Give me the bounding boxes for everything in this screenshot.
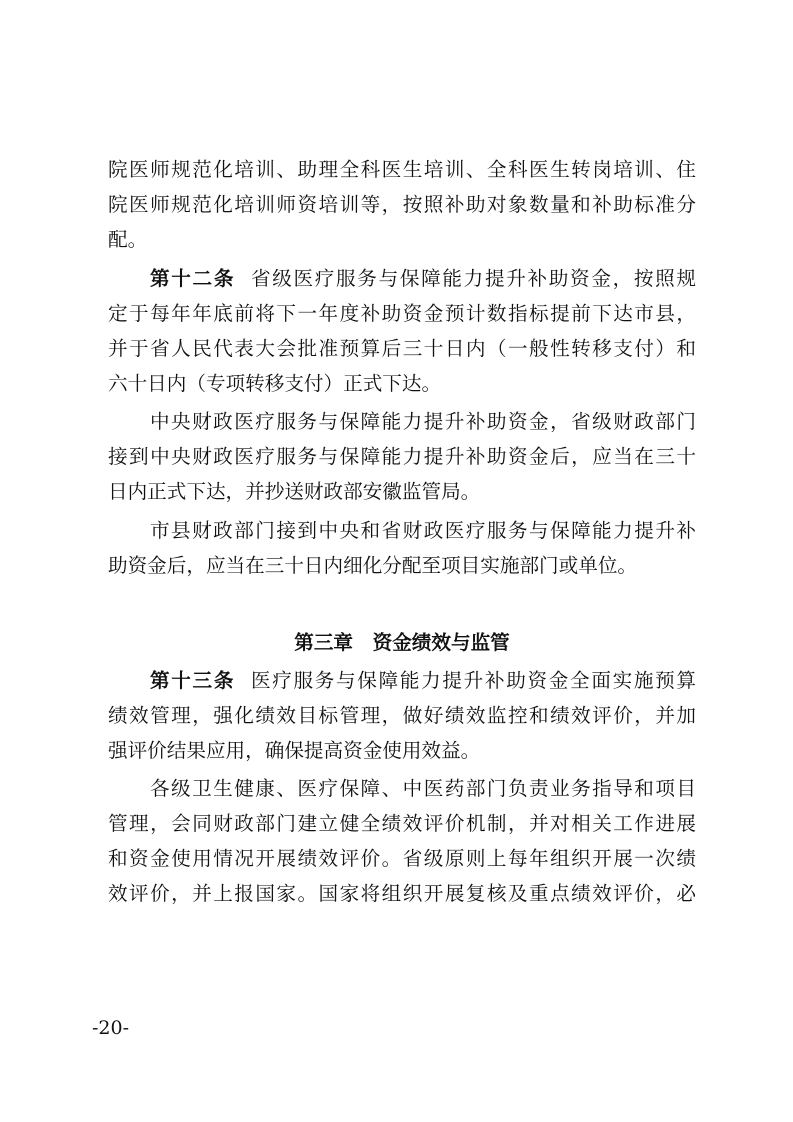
chapter-3-heading: 第三章 资金绩效与监管 bbox=[294, 630, 510, 654]
article-12-heading: 第十二条 bbox=[150, 266, 236, 290]
text-line: 接到中央财政医疗服务与保障能力提升补助资金后，应当在三十 bbox=[108, 445, 696, 468]
text-line: 并于省人民代表大会批准预算后三十日内（一般性转移支付）和 bbox=[108, 336, 696, 360]
text-line bbox=[108, 261, 696, 296]
text-line: 绩效管理，强化绩效目标管理，做好绩效监控和绩效评价，并加 bbox=[108, 703, 696, 727]
text-line: 强评价结果应用，确保提高资金使用效益。 bbox=[108, 738, 481, 762]
text-line: 助资金后，应当在三十日内细化分配至项目实施部门或单位。 bbox=[108, 553, 638, 577]
text-line: 各级卫生健康、医疗保障、中医药部门负责业务指导和项目 bbox=[150, 777, 696, 800]
text-line: 院医师规范化培训、助理全科医生培训、全科医生转岗培训、住 bbox=[108, 158, 696, 181]
article-13-paragraph bbox=[108, 663, 696, 768]
page-number: -20- bbox=[92, 1017, 130, 1039]
article-13-text: 医疗服务与保障能力提升补助资金全面实施预算 bbox=[250, 668, 696, 692]
text-line: 中央财政医疗服务与保障能力提升补助资金，省级财政部门 bbox=[150, 410, 696, 433]
county-funds-paragraph bbox=[108, 513, 696, 583]
text-line: 效评价，并上报国家。国家将组织开展复核及重点绩效评价，必 bbox=[108, 882, 696, 905]
text-line: 院医师规范化培训师资培训等，按照补助对象数量和补助标准分 bbox=[108, 193, 696, 216]
text-line: 和资金使用情况开展绩效评价。省级原则上每年组织开展一次绩 bbox=[108, 847, 696, 870]
text-line: 定于每年年底前将下一年度补助资金预计数指标提前下达市县， bbox=[108, 301, 696, 325]
article-12-paragraph bbox=[108, 261, 696, 401]
article-12-text: 省级医疗服务与保障能力提升补助资金，按照规 bbox=[250, 266, 696, 290]
text-line: 市县财政部门接到中央和省财政医疗服务与保障能力提升补 bbox=[150, 518, 696, 542]
departments-paragraph bbox=[108, 771, 696, 911]
text-line bbox=[108, 663, 696, 698]
document-body bbox=[108, 152, 696, 911]
text-line: 管理，会同财政部门建立健全绩效评价机制，并对相关工作进展 bbox=[108, 812, 696, 835]
text-line: 配。 bbox=[108, 228, 148, 251]
carryover-paragraph bbox=[108, 152, 696, 257]
article-13-heading: 第十三条 bbox=[150, 668, 236, 692]
central-funds-paragraph bbox=[108, 404, 696, 509]
text-line: 日内正式下达，并抄送财政部安徽监管局。 bbox=[108, 480, 481, 503]
text-line: 六十日内（专项转移支付）正式下达。 bbox=[108, 371, 442, 395]
